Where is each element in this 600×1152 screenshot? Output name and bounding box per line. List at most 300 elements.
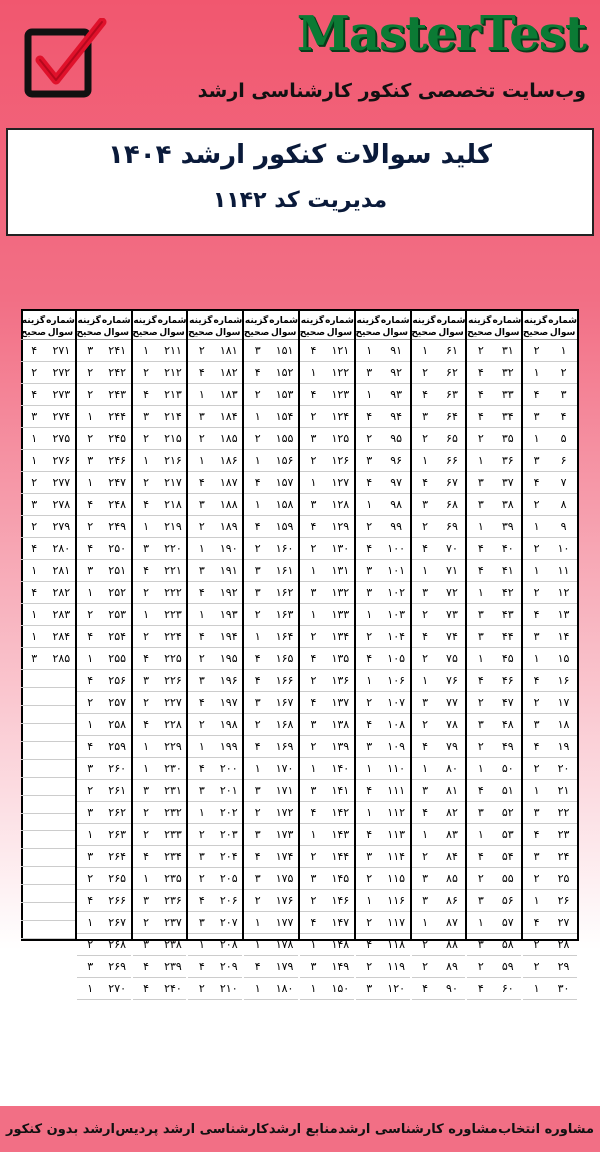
question-number: ۲۶۲ — [108, 806, 127, 819]
question-number: ۱۵۷ — [275, 476, 294, 489]
correct-option: ۴ — [422, 388, 428, 401]
correct-option: ۱ — [477, 762, 484, 775]
table-row — [77, 912, 131, 934]
question-number: ۸۷ — [446, 916, 458, 929]
question-number: ۲۷ — [557, 916, 570, 929]
question-number: ۱۸۳ — [219, 388, 238, 401]
table-row — [356, 868, 410, 890]
header-question-number: شماره سوال — [492, 316, 522, 338]
question-number — [48, 670, 75, 687]
question-number: ۲۲۰ — [164, 542, 182, 555]
correct-option: ۲ — [477, 872, 484, 885]
table-row — [244, 340, 298, 362]
question-number: ۲۷۲ — [52, 366, 71, 379]
table-row — [412, 450, 466, 472]
question-number: ۲۶۸ — [108, 938, 127, 951]
question-number: ۲۰۷ — [219, 916, 238, 929]
correct-option: ۱ — [366, 762, 373, 775]
question-number: ۱۸ — [557, 718, 570, 731]
correct-option: ۲ — [31, 366, 38, 379]
question-number: ۱۰۱ — [387, 564, 406, 577]
question-number: ۲۳۱ — [164, 784, 182, 797]
correct-option: ۳ — [310, 586, 317, 599]
correct-option: ۱ — [533, 982, 540, 995]
correct-option: ۱ — [310, 608, 317, 621]
table-row — [300, 494, 354, 516]
table-row — [133, 670, 187, 692]
table-row — [77, 714, 131, 736]
column-group — [131, 311, 187, 995]
question-number: ۲۳۶ — [164, 894, 182, 907]
table-row — [467, 582, 521, 604]
correct-option: ۲ — [87, 696, 94, 709]
question-number: ۴۱ — [501, 564, 514, 577]
correct-option: ۳ — [254, 564, 261, 577]
correct-option: ۲ — [310, 454, 317, 467]
question-number: ۱۳۴ — [331, 630, 350, 643]
table-row — [300, 692, 354, 714]
table-row — [244, 428, 298, 450]
correct-option: ۴ — [143, 718, 150, 731]
correct-option: ۴ — [143, 850, 150, 863]
question-number: ۷۹ — [446, 740, 458, 753]
header-question-number: شماره سوال — [157, 316, 187, 338]
correct-option: ۲ — [366, 696, 373, 709]
correct-option — [21, 760, 48, 777]
correct-option: ۳ — [310, 872, 317, 885]
correct-option — [21, 814, 48, 831]
correct-option: ۲ — [143, 828, 150, 841]
question-number — [48, 724, 75, 741]
table-row — [188, 670, 242, 692]
table-row — [412, 802, 466, 824]
correct-option: ۲ — [87, 872, 94, 885]
table-row — [523, 714, 577, 736]
correct-option: ۳ — [477, 498, 484, 511]
question-number — [48, 921, 75, 938]
table-row — [21, 760, 75, 778]
question-number: ۳ — [560, 388, 567, 401]
question-number: ۲۰۰ — [219, 762, 238, 775]
table-row — [412, 736, 466, 758]
table-row — [244, 450, 298, 472]
table-row — [77, 340, 131, 362]
table-row — [412, 714, 466, 736]
correct-option: ۴ — [422, 806, 428, 819]
question-number: ۵۷ — [501, 916, 514, 929]
footer-link[interactable]: منابع ارشد — [268, 1121, 338, 1137]
correct-option: ۲ — [143, 476, 150, 489]
table-row — [300, 846, 354, 868]
footer-link[interactable]: مشاوره انتخاب — [498, 1121, 594, 1137]
question-number: ۲۱۳ — [164, 388, 182, 401]
table-row — [300, 582, 354, 604]
header-question-number: شماره سوال — [269, 316, 299, 338]
table-row — [133, 516, 187, 538]
table-row — [133, 714, 187, 736]
question-number: ۲۴۰ — [164, 982, 182, 995]
question-number: ۲۲۵ — [164, 652, 182, 665]
correct-option: ۱ — [143, 344, 150, 357]
checkmark-box-icon[interactable] — [22, 18, 108, 102]
brand-name[interactable]: MasterTest — [296, 6, 586, 62]
table-row — [523, 428, 577, 450]
correct-option: ۳ — [87, 960, 94, 973]
question-number: ۲۰ — [557, 762, 570, 775]
question-number: ۱۲۴ — [331, 410, 350, 423]
question-number: ۲۴۵ — [108, 432, 127, 445]
footer-link[interactable]: مشاوره کارشناسی ارشد — [338, 1121, 498, 1137]
question-number: ۵ — [560, 432, 567, 445]
table-row — [244, 978, 298, 1000]
question-number: ۲۷۱ — [52, 344, 71, 357]
correct-option: ۴ — [366, 652, 373, 665]
correct-option: ۳ — [477, 806, 484, 819]
correct-option: ۲ — [366, 872, 373, 885]
question-number: ۱۳ — [557, 608, 570, 621]
column-group — [242, 311, 299, 995]
question-number: ۲۴ — [557, 850, 570, 863]
correct-option: ۱ — [31, 432, 38, 445]
table-row — [523, 626, 577, 648]
correct-option: ۳ — [533, 718, 540, 731]
table-row — [244, 494, 298, 516]
header-correct-option: گزینه صحیح — [132, 316, 158, 338]
question-number: ۱۳۰ — [331, 542, 350, 555]
correct-option: ۳ — [366, 454, 373, 467]
table-row — [188, 582, 242, 604]
table-row — [412, 428, 466, 450]
table-row — [21, 724, 75, 742]
table-row — [523, 780, 577, 802]
correct-option: ۱ — [254, 982, 261, 995]
question-number: ۱۹۴ — [219, 630, 238, 643]
header-correct-option: گزینه صحیح — [243, 316, 270, 338]
column-header — [21, 311, 75, 340]
question-number: ۱۴۳ — [331, 828, 350, 841]
correct-option: ۳ — [87, 850, 94, 863]
question-number: ۲۵۵ — [108, 652, 127, 665]
correct-option: ۱ — [533, 520, 540, 533]
question-number — [48, 885, 75, 902]
correct-option: ۴ — [422, 982, 428, 995]
correct-option: ۴ — [254, 476, 261, 489]
correct-option: ۱ — [366, 806, 373, 819]
question-number: ۱۰۹ — [387, 740, 406, 753]
table-row — [412, 626, 466, 648]
question-number: ۱۵۵ — [275, 432, 294, 445]
table-row — [467, 846, 521, 868]
table-row — [21, 538, 75, 560]
question-number: ۵۲ — [501, 806, 514, 819]
table-row — [467, 362, 521, 384]
correct-option: ۴ — [198, 630, 205, 643]
table-row — [523, 472, 577, 494]
correct-option: ۱ — [143, 454, 150, 467]
question-number — [48, 867, 75, 884]
table-row — [412, 780, 466, 802]
question-number: ۱۴۵ — [331, 872, 350, 885]
correct-option: ۱ — [366, 608, 373, 621]
question-number — [48, 903, 75, 920]
correct-option — [21, 849, 48, 866]
question-number: ۸۴ — [446, 850, 458, 863]
correct-option: ۱ — [477, 454, 484, 467]
question-number: ۱۶۲ — [275, 586, 294, 599]
table-row — [133, 736, 187, 758]
table-row — [300, 890, 354, 912]
question-number: ۹۷ — [390, 476, 403, 489]
correct-option: ۳ — [422, 498, 428, 511]
correct-option: ۱ — [143, 740, 150, 753]
table-row — [412, 582, 466, 604]
table-row — [133, 648, 187, 670]
question-number: ۲۵۶ — [108, 674, 127, 687]
question-number: ۱۷۱ — [275, 784, 294, 797]
footer-link[interactable]: ارشد بدون کنکور — [6, 1121, 115, 1137]
table-row — [467, 626, 521, 648]
question-number: ۶۲ — [446, 366, 458, 379]
table-row — [21, 450, 75, 472]
correct-option: ۲ — [87, 520, 94, 533]
question-number: ۹۵ — [390, 432, 403, 445]
question-number: ۲۰۲ — [219, 806, 238, 819]
table-row — [467, 978, 521, 1000]
table-row — [188, 780, 242, 802]
correct-option: ۲ — [422, 432, 428, 445]
correct-option: ۳ — [198, 498, 205, 511]
table-row — [412, 956, 466, 978]
correct-option: ۴ — [198, 696, 205, 709]
question-number: ۱۶۴ — [275, 630, 294, 643]
header-question-number: شماره سوال — [46, 316, 75, 338]
table-row — [467, 340, 521, 362]
table-row — [412, 824, 466, 846]
correct-option: ۲ — [143, 366, 150, 379]
question-number: ۲۷۸ — [52, 498, 71, 511]
correct-option: ۱ — [87, 476, 94, 489]
question-number: ۱۸۴ — [219, 410, 238, 423]
correct-option: ۳ — [198, 784, 205, 797]
table-row — [300, 604, 354, 626]
question-number: ۴۶ — [501, 674, 514, 687]
correct-option: ۱ — [198, 454, 205, 467]
table-row — [188, 560, 242, 582]
question-number: ۲۵ — [557, 872, 570, 885]
table-row — [133, 934, 187, 956]
table-row — [467, 472, 521, 494]
table-row — [244, 692, 298, 714]
table-row — [133, 692, 187, 714]
table-row — [356, 450, 410, 472]
correct-option: ۴ — [87, 894, 94, 907]
correct-option: ۳ — [143, 894, 150, 907]
question-number: ۲۲۹ — [164, 740, 182, 753]
table-row — [412, 868, 466, 890]
table-row — [467, 692, 521, 714]
table-row — [467, 494, 521, 516]
table-row — [356, 384, 410, 406]
question-number: ۱۶۳ — [275, 608, 294, 621]
correct-option: ۳ — [366, 740, 373, 753]
table-row — [77, 868, 131, 890]
correct-option: ۱ — [310, 828, 317, 841]
correct-option: ۲ — [310, 894, 317, 907]
question-number: ۱۱۰ — [387, 762, 406, 775]
column-group — [354, 311, 410, 995]
table-row — [467, 780, 521, 802]
table-row — [77, 758, 131, 780]
question-number: ۲۲ — [557, 806, 570, 819]
correct-option: ۴ — [143, 982, 150, 995]
table-row — [467, 406, 521, 428]
question-number: ۸ — [560, 498, 567, 511]
correct-option: ۳ — [31, 498, 38, 511]
table-row — [133, 868, 187, 890]
question-number: ۶۴ — [446, 410, 458, 423]
table-row — [244, 868, 298, 890]
correct-option: ۲ — [87, 608, 94, 621]
correct-option: ۲ — [198, 344, 205, 357]
correct-option: ۲ — [422, 938, 428, 951]
correct-option: ۱ — [254, 938, 261, 951]
correct-option: ۱ — [310, 366, 317, 379]
table-row — [300, 956, 354, 978]
correct-option: ۴ — [477, 542, 484, 555]
correct-option: ۴ — [31, 586, 38, 599]
question-number: ۱۰۲ — [387, 586, 406, 599]
correct-option: ۲ — [533, 344, 540, 357]
table-row — [21, 742, 75, 760]
title-box — [6, 128, 594, 236]
correct-option: ۳ — [422, 872, 428, 885]
correct-option — [21, 670, 48, 687]
column-group — [521, 311, 578, 995]
table-row — [467, 604, 521, 626]
question-number: ۶۱ — [446, 344, 458, 357]
question-number: ۲۱۸ — [164, 498, 182, 511]
table-row — [244, 406, 298, 428]
correct-option: ۴ — [87, 674, 94, 687]
question-number: ۱۲۹ — [331, 520, 350, 533]
question-number: ۲۰۳ — [219, 828, 238, 841]
correct-option: ۲ — [366, 520, 373, 533]
question-number — [48, 796, 75, 813]
question-number: ۲۴۸ — [108, 498, 127, 511]
correct-option: ۳ — [422, 410, 428, 423]
correct-option: ۴ — [477, 982, 484, 995]
table-row — [412, 692, 466, 714]
table-row — [523, 494, 577, 516]
question-number: ۱۶۸ — [275, 718, 294, 731]
question-number — [48, 831, 75, 848]
table-row — [244, 802, 298, 824]
question-number: ۱۷۹ — [275, 960, 294, 973]
correct-option: ۱ — [477, 652, 484, 665]
table-row — [77, 956, 131, 978]
correct-option: ۱ — [87, 586, 94, 599]
correct-option: ۲ — [198, 718, 205, 731]
question-number: ۱۱۸ — [387, 938, 406, 951]
correct-option: ۲ — [198, 432, 205, 445]
question-number — [48, 814, 75, 831]
table-row — [356, 846, 410, 868]
correct-option: ۴ — [422, 476, 428, 489]
correct-option: ۴ — [254, 652, 261, 665]
table-row — [467, 890, 521, 912]
question-number: ۳۳ — [501, 388, 514, 401]
question-number: ۱۵۳ — [275, 388, 294, 401]
question-number: ۲۱۱ — [164, 344, 182, 357]
question-number: ۱۳۷ — [331, 696, 350, 709]
table-row — [188, 758, 242, 780]
correct-option: ۴ — [366, 938, 373, 951]
table-row — [133, 582, 187, 604]
footer-link[interactable]: کارشناسی ارشد پردیس — [115, 1121, 269, 1137]
correct-option: ۴ — [533, 828, 540, 841]
table-row — [244, 780, 298, 802]
correct-option: ۴ — [366, 410, 373, 423]
question-number: ۲۱ — [557, 784, 570, 797]
question-number: ۱۵۴ — [275, 410, 294, 423]
question-number: ۱۰۷ — [387, 696, 406, 709]
question-number: ۱۶۵ — [275, 652, 294, 665]
question-number: ۱۸۰ — [275, 982, 294, 995]
correct-option: ۳ — [31, 652, 38, 665]
table-row — [77, 890, 131, 912]
table-row — [244, 648, 298, 670]
table-row — [523, 648, 577, 670]
question-number: ۶۳ — [446, 388, 458, 401]
table-row — [21, 516, 75, 538]
table-row — [77, 384, 131, 406]
correct-option: ۴ — [198, 586, 205, 599]
question-number: ۴۳ — [501, 608, 514, 621]
correct-option: ۳ — [254, 586, 261, 599]
correct-option: ۳ — [533, 850, 540, 863]
column-group — [75, 311, 131, 995]
correct-option: ۲ — [310, 542, 317, 555]
question-number — [48, 849, 75, 866]
table-row — [300, 362, 354, 384]
table-row — [188, 802, 242, 824]
table-row — [244, 758, 298, 780]
correct-option: ۴ — [254, 366, 261, 379]
table-row — [300, 736, 354, 758]
question-number: ۱۳۲ — [331, 586, 350, 599]
question-number: ۹۲ — [390, 366, 403, 379]
table-row — [77, 516, 131, 538]
question-number: ۲۴۹ — [108, 520, 127, 533]
question-number: ۲۰۵ — [219, 872, 238, 885]
table-row — [412, 758, 466, 780]
question-number: ۱۹۸ — [219, 718, 238, 731]
question-number: ۲۳۸ — [164, 938, 182, 951]
question-number: ۱۹۳ — [219, 608, 238, 621]
correct-option: ۲ — [198, 828, 205, 841]
table-row — [356, 824, 410, 846]
table-row — [244, 736, 298, 758]
correct-option: ۳ — [310, 784, 317, 797]
question-number: ۳۲ — [501, 366, 514, 379]
table-row — [356, 362, 410, 384]
question-number: ۲۲۱ — [164, 564, 182, 577]
table-row — [21, 903, 75, 921]
table-row — [188, 604, 242, 626]
question-number: ۲۶۱ — [108, 784, 127, 797]
question-number: ۸۳ — [446, 828, 458, 841]
correct-option: ۱ — [87, 916, 94, 929]
